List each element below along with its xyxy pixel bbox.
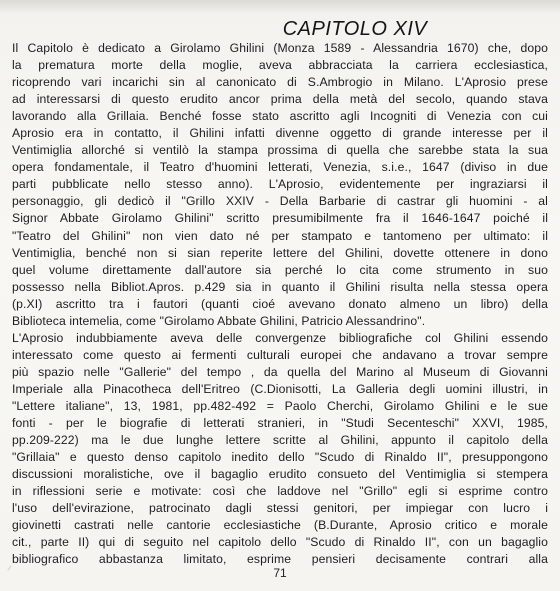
- text-line-20: più spazio nelle "Gallerie" del tempo , da quella del Marino al Museum di Giovanni: [12, 364, 548, 379]
- text-line-29: giovinetti castrati nelle cantorie ecclesiastiche (B.Durante, Aprosio critico e morale: [12, 518, 548, 533]
- text-line-7: Ventimiglia allorché si ventilò la stampa prossima di quella che sarebbe stata la sua: [12, 143, 548, 158]
- text-line-11: Signor Abbate Girolamo Ghilini" scritto presumibilmente fra il 1646-1647 poiché il: [12, 211, 548, 226]
- text-line-2: la prematura morte della moglie, aveva abbracciata la carriera ecclesiastica,: [12, 58, 548, 73]
- text-line-27: in riflessioni serie e motivate: così che laddove nel "Grillo" egli si esprime contro: [12, 484, 548, 499]
- text-line-28: l'uso dell'evirazione, patrocinato dagli stessi genitori, per impiegar con lucro i: [12, 501, 548, 516]
- text-line-17: Biblioteca intemelia, come "Girolamo Abbate Ghilini, Patricio Alessandrino".: [12, 313, 426, 328]
- text-line-8: opera fondamentale, il Teatro d'huomini letterati, Venezia, s.i.e., 1647 (diviso in due: [12, 160, 548, 175]
- text-line-25: "Grillaia" e questo denso capitolo inedito dello "Scudo di Rinaldo II", presuppongono: [12, 450, 548, 465]
- text-line-21: Imperiale alla Pinacotheca dell'Eritreo (C.Dionisotti, La Galleria degli uomini illustri, in: [12, 381, 548, 396]
- text-line-15: possesso nella Bibliot.Apros. p.429 sia in quanto il Ghilini risulta nella stessa opera: [12, 279, 548, 294]
- text-line-14: quel volume direttamente dall'autore sia perché lo cita come strumento in suo: [12, 262, 548, 277]
- text-line-19: interessato come questo ai fermenti culturali europei che andavano a trovar sempre: [12, 347, 548, 362]
- text-line-30: cit., parte II) qui di seguito nel capitolo dello "Scudo di Rinaldo II", con un bagaglio: [12, 535, 548, 550]
- text-line-13: Ventimiglia, benché non si sian reperite lettere del Ghilini, dovette ottenere in dono: [12, 245, 548, 260]
- text-line-31: bibliografico abbastanza limitato, esprime pensieri decisamente contrari alla: [12, 552, 548, 567]
- text-line-5: lavorando alla Grillaia. Benché fosse stato ascritto agli Incogniti di Venezia con cui: [12, 109, 548, 124]
- text-line-26: discussioni moralistiche, ove il bagaglio erudito consueto del Ventimiglia si stempera: [12, 467, 548, 482]
- text-line-18: L'Aprosio indubbiamente aveva delle convergenze bibliografiche col Ghilini essendo: [12, 330, 548, 345]
- text-line-12: "Teatro del Ghilini" non vien dato né per stampato e tantomeno per ultimato: il: [12, 228, 548, 243]
- text-line-3: ricoprendo vari incarichi sin al canonicato di S.Ambrogio in Milano. L'Aprosio prese: [12, 75, 548, 90]
- chapter-title: CAPITOLO XIV: [282, 18, 428, 40]
- text-line-6: Aprosio era in contatto, il Ghilini infatti divenne oggetto di grande interesse per il: [12, 126, 548, 141]
- text-line-9: parti pubblicate nello stesso anno). L'Aprosio, evidentemente per ingraziarsi il: [12, 177, 548, 192]
- text-line-1: Il Capitolo è dedicato a Girolamo Ghilini (Monza 1589 - Alessandria 1670) che, dopo: [12, 41, 548, 55]
- text-line-16: (p.XI) ascritto tra i fautori (quanti cioé avevano donato almeno un libro) della: [12, 296, 548, 311]
- chapter-body: [12, 40, 548, 568]
- page-number: 71: [273, 566, 287, 580]
- text-line-23: fonti - per le biografie di letterati stranieri, in "Studi Secenteschi" XXVI, 1985,: [12, 416, 548, 431]
- text-line-4: ad interessarsi di questo erudito ancor prima della metà del secolo, quando stava: [12, 92, 548, 107]
- text-line-10: personaggio, gli dedicò il "Grillo XXIV - Della Barbarie di castrar gli huomini - al: [12, 194, 548, 209]
- text-line-24: pp.209-222) ma le due lunghe lettere scritte al Ghilini, appunto il capitolo della: [12, 433, 548, 448]
- page-top-bleed: [0, 0, 560, 14]
- text-line-22: "Lettere italiane", 13, 1981, pp.482-492 = Paolo Cherchi, Girolamo Ghilini e le sue: [12, 398, 548, 413]
